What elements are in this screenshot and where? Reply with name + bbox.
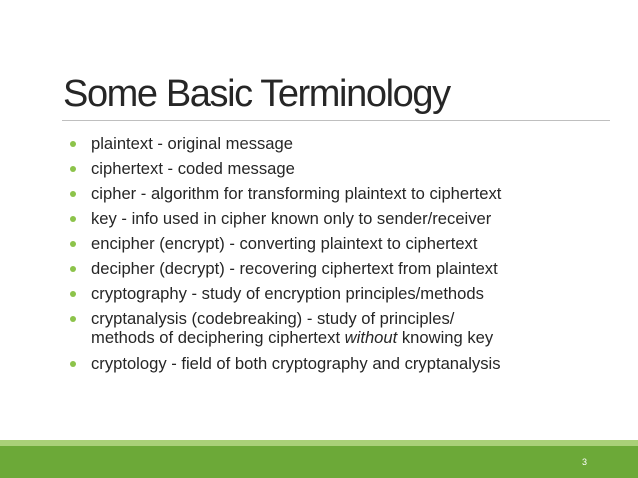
list-item-text: cipher - algorithm for transforming plaintext to ciphertext <box>91 184 502 203</box>
footer-band <box>0 446 638 478</box>
list-item-ciphertext <box>70 157 615 180</box>
list-item-text: key - info used in cipher known only to sender/receiver <box>91 209 492 228</box>
list-item-text: plaintext - original message <box>91 134 293 153</box>
bullet-icon <box>70 241 76 247</box>
bullet-icon <box>70 361 76 367</box>
bullet-icon <box>70 316 76 322</box>
bullet-list <box>70 132 615 377</box>
list-item-line1: cryptanalysis (codebreaking) - study of principles/ <box>91 309 455 328</box>
list-item-cryptography <box>70 282 615 305</box>
bullet-icon <box>70 191 76 197</box>
list-item-cryptology <box>70 352 615 375</box>
list-item-line2-before: methods of deciphering ciphertext <box>91 328 345 347</box>
list-item-text: encipher (encrypt) - converting plaintext to ciphertext <box>91 234 478 253</box>
list-item-text: cryptography - study of encryption principles/methods <box>91 284 484 303</box>
title-divider <box>62 120 610 121</box>
list-item-key <box>70 207 615 230</box>
list-item-encipher <box>70 232 615 255</box>
bullet-icon <box>70 216 76 222</box>
page-number: 3 <box>581 457 587 467</box>
list-item-text: decipher (decrypt) - recovering ciphertext from plaintext <box>91 259 498 278</box>
bullet-icon <box>70 266 76 272</box>
list-item-text: cryptology - field of both cryptography and cryptanalysis <box>91 354 501 373</box>
list-item-text: ciphertext - coded message <box>91 159 295 178</box>
bullet-icon <box>70 141 76 147</box>
bullet-icon <box>70 291 76 297</box>
list-item-plaintext <box>70 132 615 155</box>
list-item-line2-after: knowing key <box>397 328 494 347</box>
bullet-icon <box>70 166 76 172</box>
list-item-cryptanalysis <box>70 309 615 347</box>
list-item-emphasis: without <box>344 328 398 347</box>
list-item-decipher <box>70 257 615 280</box>
list-item-cipher <box>70 182 615 205</box>
slide-title: Some Basic Terminology <box>63 73 450 115</box>
